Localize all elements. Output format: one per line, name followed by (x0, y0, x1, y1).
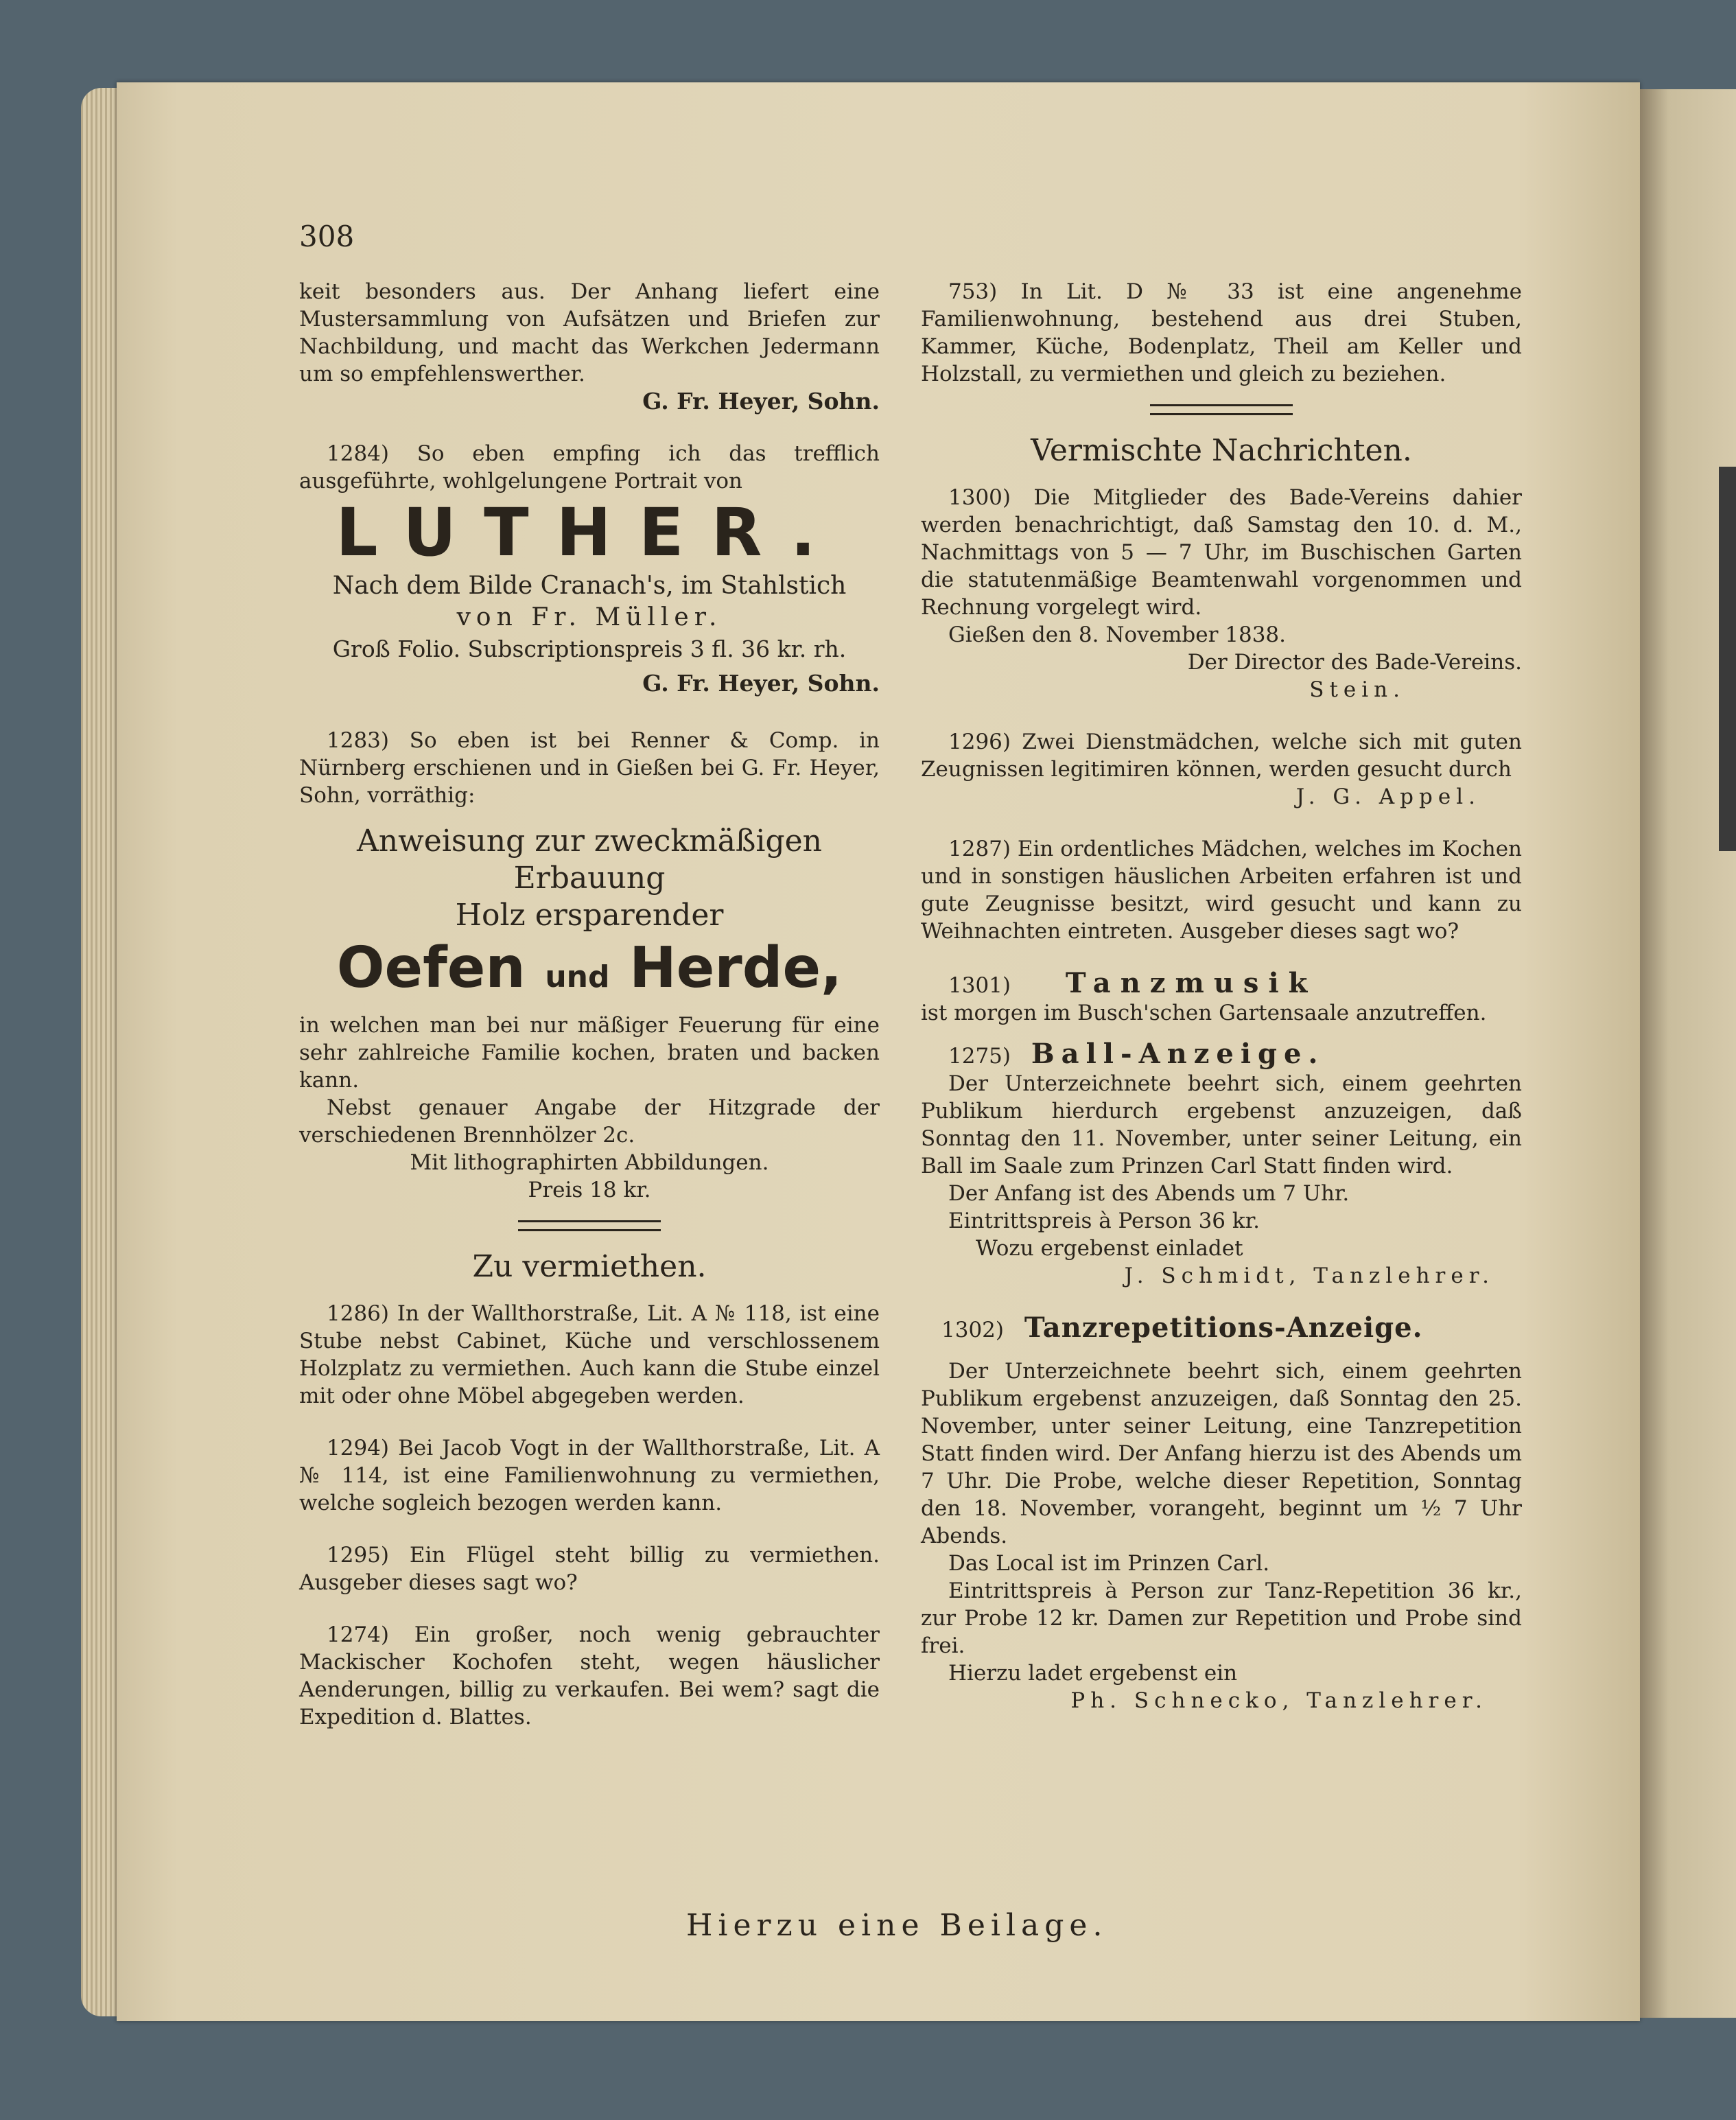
ad-1284: 1284) So eben empfing ich das trefflich ausgeführte, wohlgelungene Portrait von (299, 441, 880, 493)
heading-vermischte-nachrichten: Vermischte Nachrichten. (1031, 433, 1412, 468)
und-word: und (545, 959, 610, 994)
ad-1294: 1294) Bei Jacob Vogt in der Wallthorstraße, Lit. A № 114, ist eine Familienwohnung zu vermiethen, welche sogleich bezogen werden kann. (299, 1436, 880, 1515)
signature-heyer: G. Fr. Heyer, Sohn. (642, 388, 880, 415)
section-divider (518, 1220, 661, 1231)
ad-1275-line-2: Eintrittspreis à Person 36 kr. (948, 1209, 1260, 1233)
footer-beilage: Hierzu eine Beilage. (686, 1908, 1108, 1943)
book-price: Preis 18 kr. (528, 1178, 651, 1202)
ad-1300-date: Gießen den 8. November 1838. (948, 622, 1286, 647)
ad-1301-title-line (921, 967, 1522, 999)
book-description: in welchen man bei nur mäßiger Feuerung für eine sehr zahlreiche Familie kochen, braten und backen kann. (299, 1013, 880, 1093)
signature-heyer-2: G. Fr. Heyer, Sohn. (642, 670, 880, 697)
ad-1302-signature: Ph. Schnecko, Tanzlehrer. (1070, 1688, 1488, 1713)
ad-1302-line-1: Das Local ist im Prinzen Carl. (948, 1551, 1270, 1576)
ad-1302-number: 1302) (941, 1318, 1004, 1342)
ad-1301-title: Tanzmusik (1065, 967, 1317, 999)
book-note-2: Mit lithographirten Abbildungen. (410, 1150, 769, 1175)
ad-1275: Der Unterzeichnete beehrt sich, einem geehrten Publikum hierdurch ergebenst anzuzeigen, daß Sonntag den 11. November, unter seiner Leitung, ein Ball im Saale zum Prinzen Carl Statt finden wird. (921, 1071, 1522, 1178)
page-number: 308 (299, 220, 355, 253)
ad-1275-number: 1275) (948, 1044, 1011, 1069)
ad-1275-signature: J. Schmidt, Tanzlehrer. (1124, 1263, 1494, 1288)
ad-1295: 1295) Ein Flügel steht billig zu vermiethen. Ausgeber dieses sagt wo? (299, 1543, 880, 1595)
oefen-word: Oefen (336, 935, 526, 1001)
ad-1286: 1286) In der Wallthorstraße, Lit. A № 118, ist eine Stube nebst Cabinet, Küche und verschlossenem Holzplatz zu vermiethen. Auch kann die Stube einzel mit oder ohne Möbel abgegeben werden. (299, 1301, 880, 1408)
ad-753: 753) In Lit. D № 33 ist eine angenehme Familienwohnung, bestehend aus drei Stuben, Kammer, Küche, Bodenplatz, Theil am Keller und Holzstall, zu vermiethen und gleich zu beziehen. (921, 279, 1522, 386)
ad-1300-name: Stein. (1309, 677, 1405, 702)
herde-word: Herde, (629, 935, 843, 1001)
ad-1302-title-line (921, 1314, 1522, 1344)
heading-zu-vermiethen: Zu vermiethen. (472, 1249, 707, 1284)
ad-1274: 1274) Ein großer, noch wenig gebrauchter Mackischer Kochofen steht, wegen häuslicher Aenderungen, billig zu verkaufen. Bei wem? sagt die Expedition d. Blattes. (299, 1622, 880, 1729)
book-title-oefen-herde (299, 934, 880, 1012)
ad-1275-title: Ball-Anzeige. (1031, 1038, 1325, 1070)
luther-line-1: Nach dem Bilde Cranach's, im Stahlstich (332, 572, 847, 600)
luther-title: LUTHER. (336, 494, 843, 571)
ad-1275-line-3: Wozu ergebenst einladet (976, 1236, 1243, 1261)
right-column (921, 278, 1522, 1714)
section-divider-2 (1150, 404, 1293, 415)
ad-1301: ist morgen im Busch'schen Gartensaale anzutreffen. (921, 1001, 1487, 1025)
ad-1300: 1300) Die Mitglieder des Bade-Vereins dahier werden benachrichtigt, daß Samstag den 10. d. M., Nachmittags von 5 — 7 Uhr, im Buschischen Garten die statutenmäßige Beamtenwahl vorgenommen und Rechnung vorgelegt wird. (921, 485, 1522, 620)
ad-1301-number: 1301) (948, 973, 1011, 998)
book-note-1: Nebst genauer Angabe der Hitzgrade der verschiedenen Brennhölzer 2c. (299, 1095, 880, 1148)
left-column (299, 278, 880, 1731)
ad-1296: 1296) Zwei Dienstmädchen, welche sich mit guten Zeugnissen legitimiren können, werden gesucht durch (921, 730, 1522, 782)
ad-1287: 1287) Ein ordentliches Mädchen, welches im Kochen und in sonstigen häuslichen Arbeiten erfahren ist und gute Zeugnisse besitzt, wird gesucht und kann zu Weihnachten eintreten. Ausgeber dieses sagt wo? (921, 837, 1523, 944)
ad-1275-title-line (921, 1040, 1522, 1070)
luther-line-2: von Fr. Müller. (456, 603, 723, 631)
continued-paragraph: keit besonders aus. Der Anhang liefert eine Mustersammlung von Aufsätzen und Briefen zur Nachbildung, und macht das Werkchen Jedermann um so empfehlenswerther. (299, 279, 880, 386)
ad-1300-signature: Der Director des Bade-Vereins. (1187, 650, 1522, 675)
ad-1302-title: Tanzrepetitions-Anzeige. (1024, 1312, 1423, 1344)
book-title-line-1: Anweisung zur zweckmäßigen Erbauung (357, 824, 822, 896)
ad-1302-line-3: Hierzu ladet ergebenst ein (948, 1661, 1238, 1686)
ad-1302-line-2: Eintrittspreis à Person zur Tanz-Repetition 36 kr., zur Probe 12 kr. Damen zur Repetition und Probe sind frei. (921, 1579, 1522, 1658)
ad-1296-signature: J. G. Appel. (1295, 784, 1481, 809)
ad-1275-line-1: Der Anfang ist des Abends um 7 Uhr. (948, 1181, 1350, 1206)
ad-1302: Der Unterzeichnete beehrt sich, einem geehrten Publikum ergebenst anzuzeigen, daß Sonntag den 25. November, unter seiner Leitung, eine Tanzrepetition Statt finden wird. Der Anfang hierzu ist des Abends um 7 Uhr. Die Probe, welche dieser Repetition, Sonntag den 18. November, vorangeht, beginnt um ½ 7 Uhr Abends. (921, 1359, 1522, 1548)
ad-1283: 1283) So eben ist bei Renner & Comp. in Nürnberg erschienen und in Gießen bei G. Fr. Heyer, Sohn, vorräthig: (299, 728, 880, 808)
book-title-line-2: Holz ersparender (455, 898, 724, 933)
luther-line-3: Groß Folio. Subscriptionspreis 3 fl. 36 kr. rh. (332, 636, 847, 662)
